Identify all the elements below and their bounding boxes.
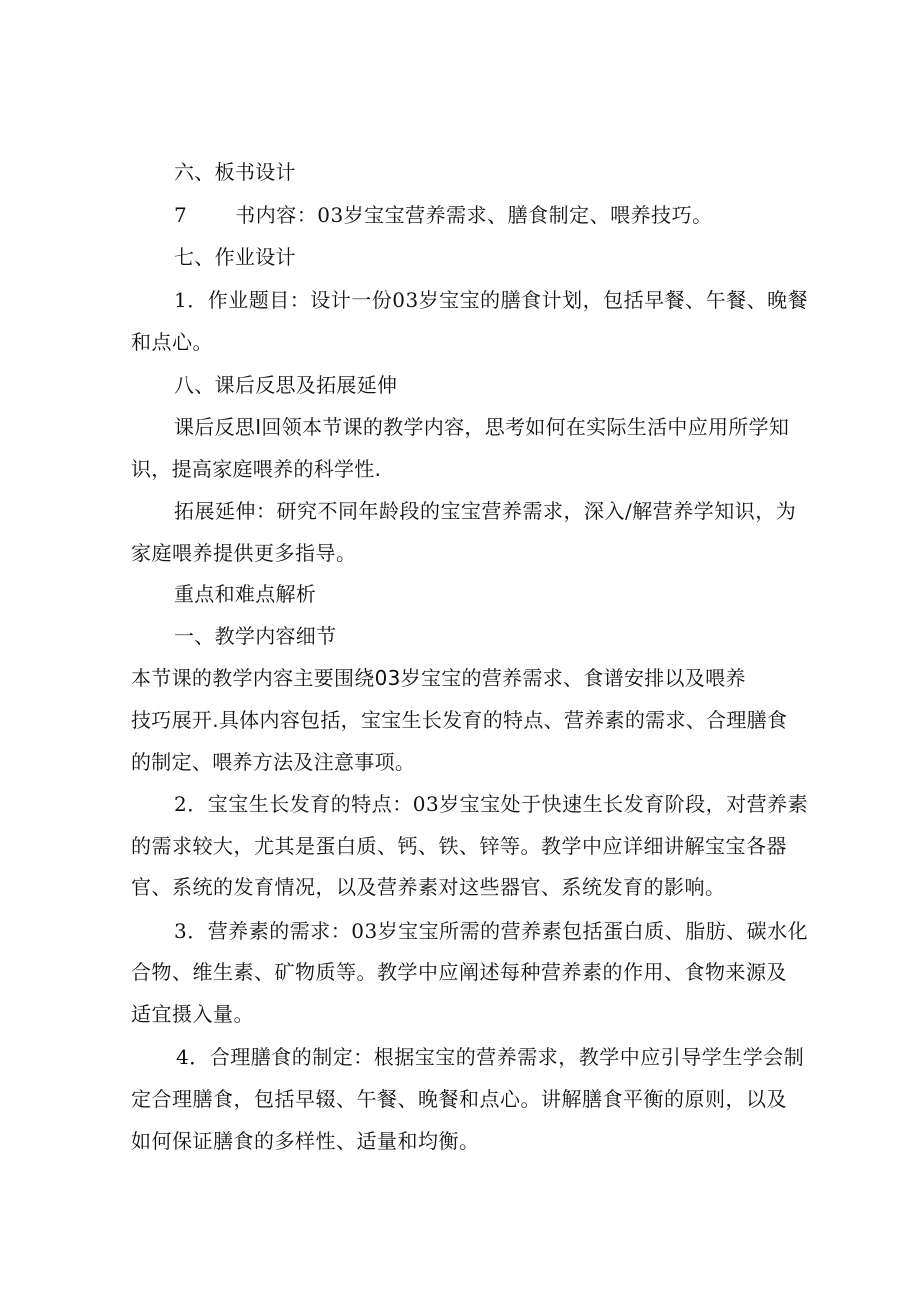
reflection-line-2: 识，提高家庭喂养的科学性. [131, 457, 382, 481]
teaching-intro-line-1: 本节课的教学内容主要围绕03岁宝宝的营养需求、食谱安排以及喂养 [131, 666, 746, 690]
diet-line-1: 4．合理膳食的制定：根据宝宝的营养需求，教学中应引导学生学会制 [176, 1045, 805, 1069]
nutrients-line-1: 3．营养素的需求：03岁宝宝所需的营养素包括蛋白质、脂肪、碳水化 [174, 919, 809, 943]
extension-line-1: 拓展延伸：研究不同年龄段的宝宝营养需求，深入/解营养学知识，为 [174, 499, 797, 523]
section-heading-homework: 七、作业设计 [174, 245, 296, 269]
growth-line-3: 官、系统的发育情况，以及营养素对这些器官、系统发育的影响。 [131, 875, 726, 899]
section-heading-board-design: 六、板书设计 [174, 160, 296, 184]
growth-line-1: 2．宝宝生长发育的特点：03岁宝宝处于快速生长发育阶段，对营养素 [174, 792, 809, 816]
nutrients-line-3: 适宜摄入量。 [131, 1002, 254, 1026]
section-heading-reflection: 八、课后反思及拓展延伸 [174, 373, 398, 397]
board-content-text: 书内容：03岁宝宝营养需求、膳食制定、喂养技巧。 [235, 203, 713, 227]
teaching-intro-line-2: 技巧展开.具体内容包括，宝宝生长发育的特点、营养素的需求、合理膳食 [131, 708, 788, 732]
board-content-line [174, 201, 713, 229]
diet-line-3: 如何保证膳食的多样性、适量和均衡。 [131, 1129, 480, 1153]
key-points-heading: 重点和难点解析 [174, 582, 317, 606]
homework-line-2: 和点心。 [131, 330, 213, 354]
growth-line-2: 的需求较大，尤其是蛋白质、钙、铁、锌等。教学中应详细讲解宝宝各器 [131, 834, 787, 858]
diet-line-2: 定合理膳食，包括早辍、午餐、晚餐和点心。讲解膳食平衡的原则，以及 [131, 1087, 787, 1111]
nutrients-line-2: 合物、维生素、矿物质等。教学中应阐述每种营养素的作用、食物来源及 [131, 960, 787, 984]
board-content-number: 7 [174, 203, 188, 227]
teaching-content-heading: 一、教学内容细节 [174, 624, 337, 648]
homework-line-1: 1．作业题目：设计一份03岁宝宝的膳食计划，包括早餐、午餐、晚餐 [174, 288, 809, 312]
reflection-line-1: 课后反思I回领本节课的教学内容，思考如何在实际生活中应用所学知 [174, 415, 790, 439]
extension-line-2: 家庭喂养提供更多指导。 [131, 541, 357, 565]
teaching-intro-line-3: 的制定、喂养方法及注意事项。 [131, 750, 416, 774]
